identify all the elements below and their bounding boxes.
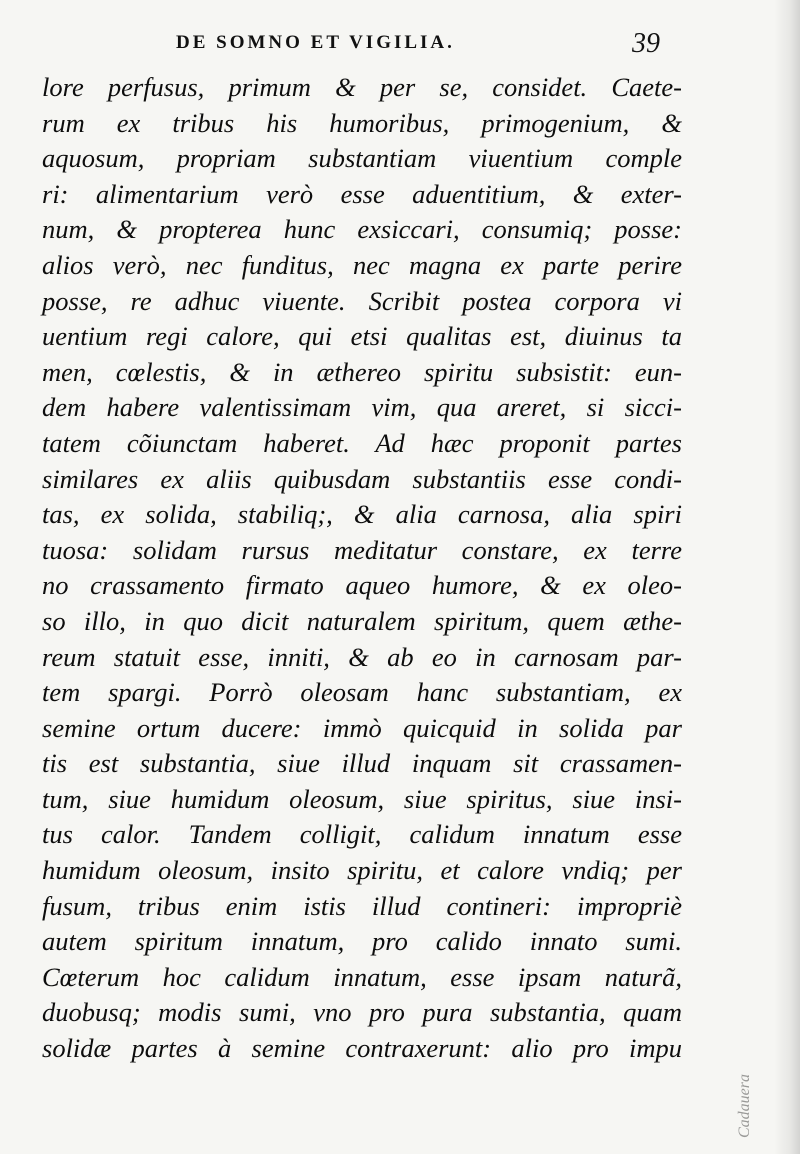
- page-number: 39: [632, 28, 660, 59]
- page-edge-shadow: [774, 0, 800, 1154]
- text-line: duobusq; modis sumi, vno pro pura substantia, quam: [42, 997, 682, 1028]
- text-line: tatem cõiunctam haberet. Ad hæc proponit partes: [42, 427, 682, 458]
- text-line: uentium regi calore, qui etsi qualitas est, diuinus ta: [42, 321, 682, 352]
- text-line: solidæ partes à semine contraxerunt: alio pro impu: [42, 1033, 682, 1064]
- body-text: [42, 70, 682, 1067]
- text-line: ri: alimentarium verò esse aduentitium, & exter-: [42, 178, 682, 209]
- text-line: humidum oleosum, insito spiritu, et calore vndiq; per: [42, 855, 682, 886]
- text-line: rum ex tribus his humoribus, primogenium, &: [42, 107, 682, 138]
- text-line: lore perfusus, primum & per se, considet. Caete-: [42, 72, 682, 102]
- text-line: tis est substantia, siue illud inquam sit crassamen-: [42, 748, 682, 779]
- text-line: no crassamento firmato aqueo humore, & ex oleo-: [42, 570, 682, 601]
- running-head: DE SOMNO ET VIGILIA.: [176, 32, 455, 53]
- text-line: autem spiritum innatum, pro calido innato sumi.: [42, 926, 682, 957]
- text-line: tus calor. Tandem colligit, calidum innatum esse: [42, 819, 682, 850]
- margin-note: Cadauera: [736, 1074, 753, 1138]
- text-line: num, & propterea hunc exsiccari, consumiq; posse:: [42, 214, 682, 245]
- text-line: alios verò, nec funditus, nec magna ex parte perire: [42, 249, 682, 280]
- text-line: fusum, tribus enim istis illud contineri: impropriè: [42, 890, 682, 921]
- text-line: reum statuit esse, inniti, & ab eo in carnosam par-: [42, 641, 682, 672]
- text-line: tum, siue humidum oleosum, siue spiritus, siue insi-: [42, 783, 682, 814]
- text-line: aquosum, propriam substantiam viuentium comple: [42, 143, 682, 174]
- text-line: so illo, in quo dicit naturalem spiritum, quem æthe-: [42, 605, 682, 636]
- page-header: [0, 28, 800, 68]
- text-line: similares ex aliis quibusdam substantiis esse condi-: [42, 463, 682, 494]
- text-line: dem habere valentissimam vim, qua areret, si sicci-: [42, 392, 682, 423]
- text-line: Cœterum hoc calidum innatum, esse ipsam naturã,: [42, 961, 682, 992]
- text-line: tuosa: solidam rursus meditatur constare, ex terre: [42, 534, 682, 565]
- text-line: semine ortum ducere: immò quicquid in solida par: [42, 712, 682, 743]
- text-line: tas, ex solida, stabiliq;, & alia carnosa, alia spiri: [42, 499, 682, 530]
- text-line: posse, re adhuc viuente. Scribit postea corpora vi: [42, 285, 682, 316]
- text-line: tem spargi. Porrò oleosam hanc substantiam, ex: [42, 677, 682, 708]
- text-line: men, cœlestis, & in æthereo spiritu subsistit: eun-: [42, 356, 682, 387]
